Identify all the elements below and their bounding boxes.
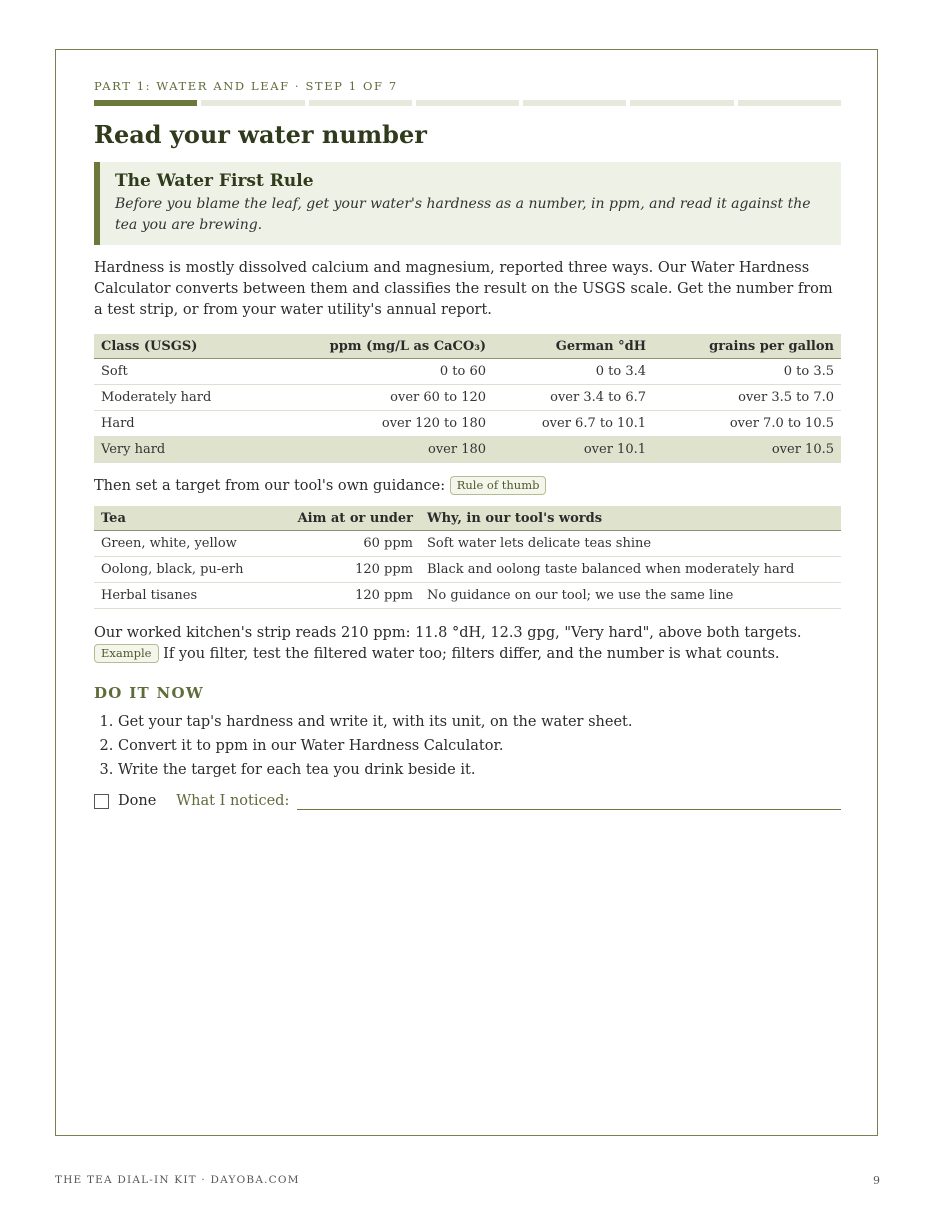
table-cell: Hard: [94, 411, 262, 437]
example-text-after: If you filter, test the filtered water too; filters differ, and the number is what counts.: [158, 646, 780, 662]
tea-target-table: [94, 506, 841, 609]
table-cell: over 120 to 180: [262, 411, 493, 437]
do-it-now-heading: DO IT NOW: [94, 684, 205, 702]
example-paragraph: [94, 623, 841, 665]
progress-segment: [416, 100, 519, 106]
table-cell: 0 to 60: [262, 359, 493, 385]
list-item: 1. Get your tap's hardness and write it, with its unit, on the water sheet.: [118, 710, 841, 734]
table-row-highlighted: [94, 437, 841, 463]
table-cell: 120 ppm: [280, 557, 420, 583]
target-paragraph: [94, 476, 841, 497]
done-label: Done: [118, 793, 157, 809]
col-header-why: Why, in our tool's words: [420, 506, 841, 531]
step-progress-bar: [94, 100, 841, 106]
table-cell: 0 to 3.4: [493, 359, 653, 385]
table-row: [94, 411, 841, 437]
table-cell: Very hard: [94, 437, 262, 463]
table-cell: Herbal tisanes: [94, 583, 280, 609]
page-frame: [55, 49, 878, 1136]
rule-callout: [94, 162, 841, 245]
action-steps-list: [94, 710, 841, 782]
footer-brand: THE TEA DIAL-IN KIT · DAYOBA.COM: [55, 1174, 300, 1186]
list-item: 2. Convert it to ppm in our Water Hardness Calculator.: [118, 734, 841, 758]
noticed-input-line[interactable]: [297, 793, 841, 810]
progress-segment: [523, 100, 626, 106]
progress-segment: [738, 100, 841, 106]
table-row: [94, 359, 841, 385]
table-cell: over 60 to 120: [262, 385, 493, 411]
col-header-aim: Aim at or under: [280, 506, 420, 531]
page-number: 9: [873, 1174, 880, 1187]
table-row: [94, 583, 841, 609]
tea-table-header: [94, 506, 841, 531]
progress-segment: [309, 100, 412, 106]
table-row: [94, 531, 841, 557]
checklist-row: [94, 791, 841, 811]
progress-segment: [630, 100, 733, 106]
table-cell: over 7.0 to 10.5: [653, 411, 841, 437]
col-header-class: Class (USGS): [94, 334, 262, 359]
done-checkbox[interactable]: [94, 794, 109, 809]
step-breadcrumb: PART 1: WATER AND LEAF · STEP 1 OF 7: [94, 79, 398, 93]
example-chip: Example: [94, 644, 159, 663]
target-intro-text: Then set a target from our tool's own guidance:: [94, 478, 446, 494]
table-cell: 120 ppm: [280, 583, 420, 609]
page-content: [94, 78, 841, 811]
table-cell: Moderately hard: [94, 385, 262, 411]
col-header-dh: German °dH: [493, 334, 653, 359]
hardness-table: [94, 334, 841, 463]
table-cell: over 10.1: [493, 437, 653, 463]
col-header-tea: Tea: [94, 506, 280, 531]
table-cell: over 180: [262, 437, 493, 463]
callout-title: The Water First Rule: [115, 171, 314, 191]
table-cell: 60 ppm: [280, 531, 420, 557]
table-cell: Oolong, black, pu-erh: [94, 557, 280, 583]
table-cell: over 3.4 to 6.7: [493, 385, 653, 411]
callout-text: Before you blame the leaf, get your water's hardness as a number, in ppm, and read it against the tea you are brewing.: [115, 196, 811, 233]
table-row: [94, 557, 841, 583]
col-header-gpg: grains per gallon: [653, 334, 841, 359]
noticed-label: What I noticed:: [176, 793, 290, 809]
rule-of-thumb-chip: Rule of thumb: [450, 476, 547, 495]
col-header-ppm: ppm (mg/L as CaCO₃): [262, 334, 493, 359]
progress-segment: [201, 100, 304, 106]
table-cell: Soft water lets delicate teas shine: [420, 531, 841, 557]
list-item: 3. Write the target for each tea you drink beside it.: [118, 758, 841, 782]
example-text-before: Our worked kitchen's strip reads 210 ppm: 11.8 °dH, 12.3 gpg, "Very hard", above both targets.: [94, 625, 802, 641]
table-cell: 0 to 3.5: [653, 359, 841, 385]
table-row: [94, 385, 841, 411]
page-title: Read your water number: [94, 120, 427, 149]
hardness-table-header: [94, 334, 841, 359]
table-cell: over 3.5 to 7.0: [653, 385, 841, 411]
table-cell: No guidance on our tool; we use the same line: [420, 583, 841, 609]
table-cell: Black and oolong taste balanced when moderately hard: [420, 557, 841, 583]
table-cell: over 6.7 to 10.1: [493, 411, 653, 437]
intro-paragraph: Hardness is mostly dissolved calcium and magnesium, reported three ways. Our Water Hardness Calculator converts between them and classifies the result on the USGS scale. Get the number from a test strip, or from your water utility's annual report.: [94, 260, 833, 318]
table-cell: Green, white, yellow: [94, 531, 280, 557]
progress-segment: [94, 100, 197, 106]
table-cell: Soft: [94, 359, 262, 385]
table-cell: over 10.5: [653, 437, 841, 463]
